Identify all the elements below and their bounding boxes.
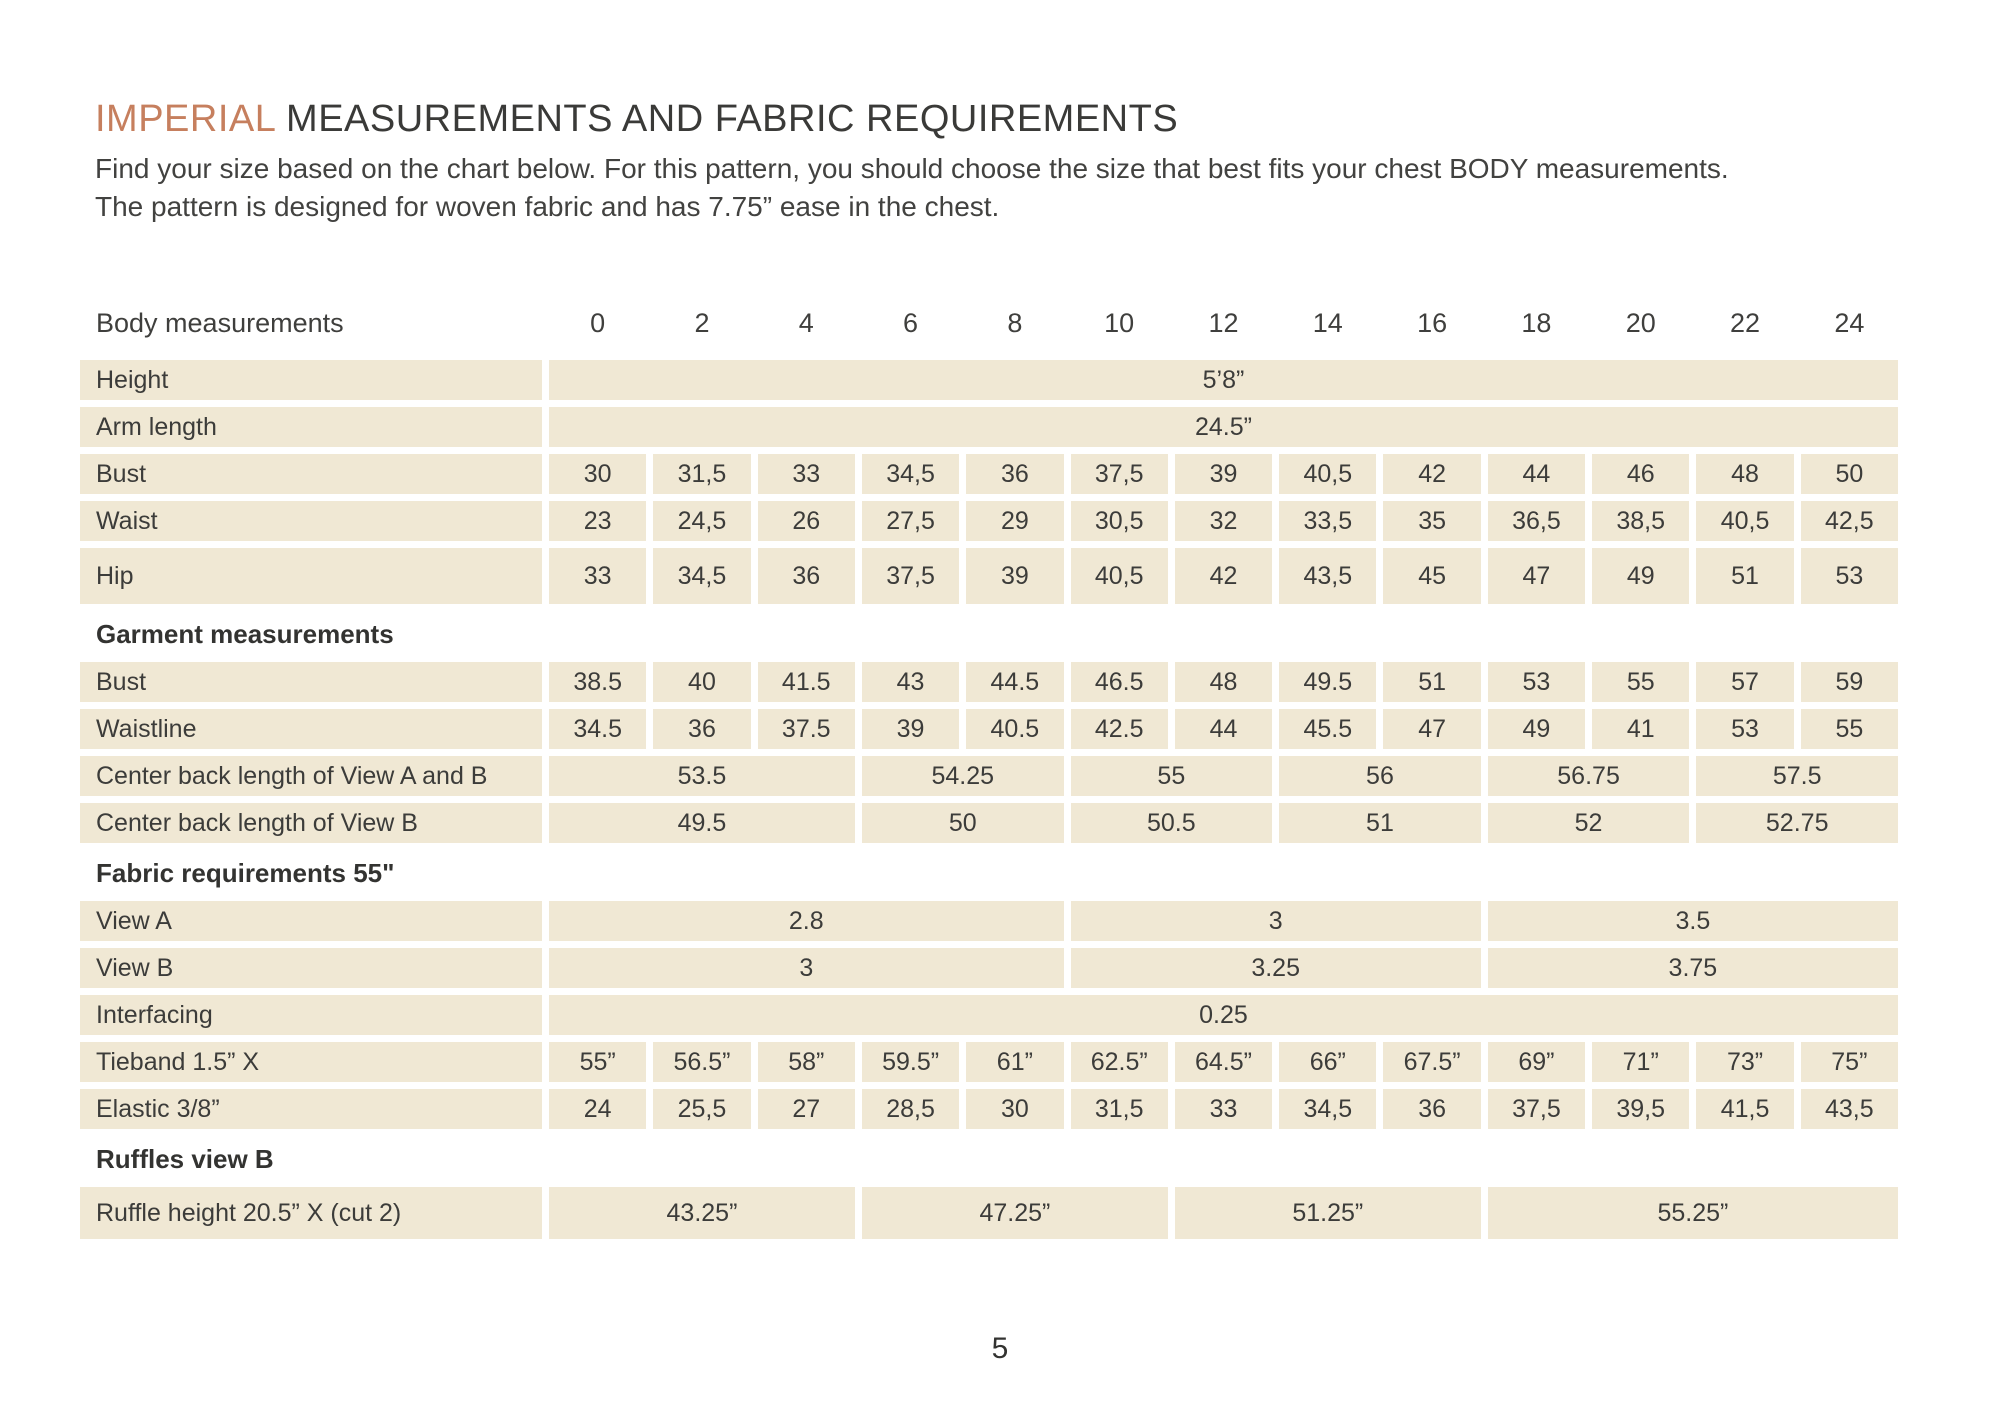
table-cell: 36 [653,709,750,749]
table-cell: 37.5 [758,709,855,749]
section-header: Garment measurements [96,618,394,649]
size-column-header: 20 [1625,307,1656,338]
table-cell: 49 [1592,548,1689,604]
table-cell: 44 [1175,709,1272,749]
row-label: View A [80,901,542,941]
table-cell: 44.5 [966,662,1063,702]
table-cell: 36 [1383,1089,1480,1129]
table-cell: 49.5 [1279,662,1376,702]
row-label: Arm length [80,407,542,447]
table-cell: 58” [758,1042,855,1082]
table-cell: 34,5 [653,548,750,604]
size-column-header: 0 [590,307,606,338]
intro-paragraph [95,150,1729,226]
table-cell: 33 [1175,1089,1272,1129]
table-row [80,709,1898,749]
table-row [80,407,1898,447]
table-cell: 33 [549,548,646,604]
intro-line-2: The pattern is designed for woven fabric and has 7.75” ease in the chest. [95,191,1000,222]
table-cell: 46 [1592,454,1689,494]
table-row [80,1042,1898,1082]
table-cell: 51.25” [1175,1187,1481,1239]
table-cell: 27,5 [862,501,959,541]
table-cell: 3.25 [1071,948,1481,988]
table-row [80,662,1898,702]
table-cell: 41 [1592,709,1689,749]
table-cell: 52.75 [1696,803,1898,843]
table-cell: 50 [1801,454,1898,494]
table-cell: 23 [549,501,646,541]
page-number: 5 [991,1332,1009,1365]
table-cell: 56.5” [653,1042,750,1082]
table-cell: 31,5 [1071,1089,1168,1129]
table-cell: 42.5 [1071,709,1168,749]
table-cell: 56.75 [1488,756,1690,796]
table-cell: 54.25 [862,756,1064,796]
table-cell: 24,5 [653,501,750,541]
table-cell: 41.5 [758,662,855,702]
table-cell: 36 [758,548,855,604]
table-cell: 43 [862,662,959,702]
size-column-header: 24 [1834,307,1865,338]
table-cell: 39 [862,709,959,749]
size-column-header: 22 [1730,307,1761,338]
row-label: Elastic 3/8” [80,1089,542,1129]
table-cell: 59 [1801,662,1898,702]
table-cell: 64.5” [1175,1042,1272,1082]
table-cell: 67.5” [1383,1042,1480,1082]
table-cell: 38.5 [549,662,646,702]
table-cell: 50 [862,803,1064,843]
intro-line-1: Find your size based on the chart below. For this pattern, you should choose the size that best fits your chest BODY measurements. [95,153,1729,184]
table-cell: 31,5 [653,454,750,494]
section-header: Ruffles view B [96,1143,274,1174]
table-cell: 55 [1071,756,1273,796]
table-row [80,756,1898,796]
table-cell: 34.5 [549,709,646,749]
measurement-table [80,300,1898,1246]
table-cell: 37,5 [862,548,959,604]
table-cell: 34,5 [862,454,959,494]
table-cell: 3 [1071,901,1481,941]
size-column-header: 6 [903,307,919,338]
table-cell: 71” [1592,1042,1689,1082]
table-cell: 57 [1696,662,1793,702]
size-column-header: 8 [1007,307,1023,338]
table-cell: 3 [549,948,1064,988]
table-cell: 40 [653,662,750,702]
table-cell: 3.5 [1488,901,1898,941]
table-cell: 39,5 [1592,1089,1689,1129]
table-cell: 29 [966,501,1063,541]
table-cell: 47.25” [862,1187,1168,1239]
row-label: Center back length of View A and B [80,756,542,796]
table-cell: 30,5 [1071,501,1168,541]
size-header-row [80,300,1898,346]
table-cell: 42 [1383,454,1480,494]
table-cell: 51 [1383,662,1480,702]
table-cell: 37,5 [1488,1089,1585,1129]
table-cell: 51 [1279,803,1481,843]
table-row [80,948,1898,988]
table-cell: 40,5 [1071,548,1168,604]
table-cell: 39 [966,548,1063,604]
table-cell: 26 [758,501,855,541]
table-cell: 47 [1488,548,1585,604]
table-cell: 75” [1801,1042,1898,1082]
row-label: Waist [80,501,542,541]
table-row [80,360,1898,400]
table-cell: 55 [1801,709,1898,749]
table-cell: 55” [549,1042,646,1082]
table-cell: 53 [1696,709,1793,749]
table-cell: 51 [1696,548,1793,604]
table-cell: 66” [1279,1042,1376,1082]
table-cell: 56 [1279,756,1481,796]
page-title-rest: MEASUREMENTS AND FABRIC REQUIREMENTS [286,98,1179,140]
table-cell: 25,5 [653,1089,750,1129]
table-cell: 40,5 [1696,501,1793,541]
table-cell: 53 [1801,548,1898,604]
table-cell: 42 [1175,548,1272,604]
table-cell: 50.5 [1071,803,1273,843]
table-cell: 34,5 [1279,1089,1376,1129]
row-label: Interfacing [80,995,542,1035]
table-cell: 0.25 [549,995,1898,1035]
table-cell: 48 [1696,454,1793,494]
size-column-header: 10 [1104,307,1135,338]
row-label: Hip [80,548,542,604]
table-cell: 55 [1592,662,1689,702]
table-cell: 39 [1175,454,1272,494]
row-label: Ruffle height 20.5” X (cut 2) [80,1187,542,1239]
page-title-accent: IMPERIAL [95,98,275,140]
table-cell: 40,5 [1279,454,1376,494]
table-row [80,901,1898,941]
table-cell: 48 [1175,662,1272,702]
table-cell: 27 [758,1089,855,1129]
table-cell: 35 [1383,501,1480,541]
table-cell: 53.5 [549,756,855,796]
table-row [80,1187,1898,1239]
row-label: Waistline [80,709,542,749]
row-label: Bust [80,454,542,494]
row-label: Bust [80,662,542,702]
size-column-header: 12 [1208,307,1239,338]
table-cell: 46.5 [1071,662,1168,702]
size-column-header: 16 [1417,307,1448,338]
table-row [80,501,1898,541]
section-header: Fabric requirements 55" [96,857,395,888]
table-cell: 47 [1383,709,1480,749]
page-title [95,98,1178,141]
table-cell: 40.5 [966,709,1063,749]
table-cell: 30 [549,454,646,494]
body-measurements-header-label: Body measurements [96,307,344,338]
size-column-header: 14 [1312,307,1343,338]
table-cell: 41,5 [1696,1089,1793,1129]
table-cell: 45.5 [1279,709,1376,749]
table-cell: 43.25” [549,1187,855,1239]
table-cell: 61” [966,1042,1063,1082]
table-cell: 32 [1175,501,1272,541]
table-cell: 30 [966,1089,1063,1129]
table-cell: 57.5 [1696,756,1898,796]
table-cell: 44 [1488,454,1585,494]
table-row [80,803,1898,843]
table-cell: 49 [1488,709,1585,749]
table-cell: 69” [1488,1042,1585,1082]
table-cell: 55.25” [1488,1187,1898,1239]
table-cell: 28,5 [862,1089,959,1129]
table-cell: 24 [549,1089,646,1129]
table-cell: 49.5 [549,803,855,843]
table-row [80,995,1898,1035]
table-cell: 42,5 [1801,501,1898,541]
table-cell: 33 [758,454,855,494]
table-cell: 2.8 [549,901,1064,941]
table-cell: 52 [1488,803,1690,843]
table-cell: 45 [1383,548,1480,604]
table-cell: 38,5 [1592,501,1689,541]
table-cell: 36 [966,454,1063,494]
table-cell: 73” [1696,1042,1793,1082]
table-cell: 24.5” [549,407,1898,447]
table-row [80,548,1898,604]
row-label: Tieband 1.5” X [80,1042,542,1082]
row-label: Height [80,360,542,400]
size-column-header: 2 [694,307,710,338]
table-cell: 3.75 [1488,948,1898,988]
table-cell: 5’8” [549,360,1898,400]
table-cell: 33,5 [1279,501,1376,541]
table-cell: 43,5 [1279,548,1376,604]
row-label: View B [80,948,542,988]
row-label: Center back length of View B [80,803,542,843]
table-cell: 59.5” [862,1042,959,1082]
table-cell: 53 [1488,662,1585,702]
table-row [80,1089,1898,1129]
table-cell: 36,5 [1488,501,1585,541]
size-column-header: 4 [798,307,814,338]
table-cell: 37,5 [1071,454,1168,494]
table-row [80,454,1898,494]
table-cell: 43,5 [1801,1089,1898,1129]
size-column-header: 18 [1521,307,1552,338]
table-cell: 62.5” [1071,1042,1168,1082]
